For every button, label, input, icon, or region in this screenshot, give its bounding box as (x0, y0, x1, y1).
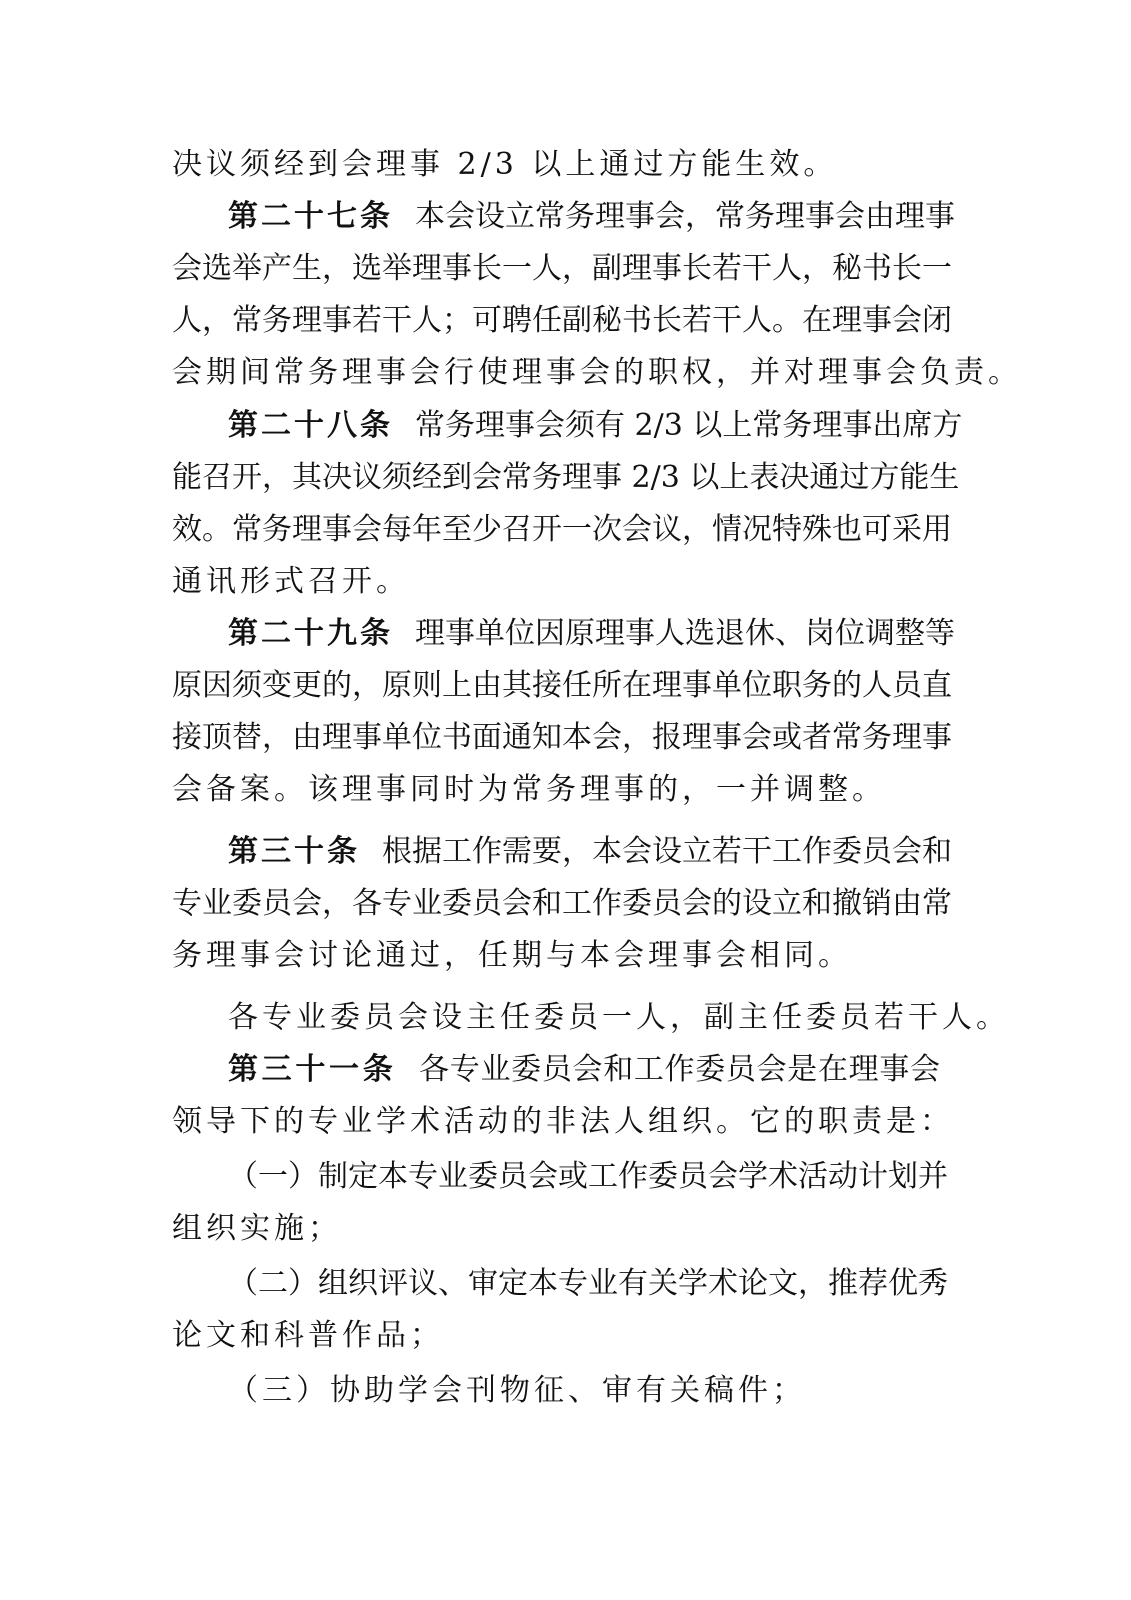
article-29-heading-line (228, 614, 955, 654)
list-item-1-text: 组织实施； (172, 1211, 342, 1246)
article-31-title: 第三十一条 (228, 1052, 397, 1087)
list-item-1-line (172, 1209, 342, 1249)
article-30-text: 根据工作需要，本会设立若干工作委员会和 (382, 834, 952, 869)
article-28-text: 通讯形式召开。 (172, 564, 410, 599)
article-31-heading-line (228, 1050, 940, 1090)
article-28-line (172, 458, 960, 498)
article-29-text: 理事单位因原理事人选退休、岗位调整等 (415, 616, 955, 651)
list-item-2-line (228, 1264, 948, 1304)
article-28-line (172, 562, 410, 602)
article-27-line (172, 301, 952, 341)
article-28-heading-line (228, 406, 963, 446)
paragraph-continuation (172, 145, 837, 185)
article-28-title: 第二十八条 (228, 408, 393, 443)
article-30-heading-line (228, 832, 952, 872)
article-27-heading-line (228, 197, 955, 237)
article-31-text: 领导下的专业学术活动的非法人组织。它的职责是： (172, 1104, 954, 1139)
article-30-text: 专业委员会，各专业委员会和工作委员会的设立和撤销由常 (172, 886, 952, 921)
article-29-text: 会备案。该理事同时为常务理事的，一并调整。 (172, 772, 886, 807)
list-item-3-text: （三）协助学会刊物征、审有关稿件； (228, 1373, 806, 1408)
article-31-text: 各专业委员会和工作委员会是在理事会 (418, 1052, 941, 1087)
article-30-line (172, 936, 852, 976)
article-29-text: 原因须变更的，原则上由其接任所在理事单位职务的人员直 (172, 668, 952, 703)
article-27-title: 第二十七条 (228, 199, 393, 234)
article-29-line (172, 718, 952, 758)
paragraph-text: 各专业委员会设主任委员一人，副主任委员若干人。 (228, 1000, 1010, 1035)
article-30-text: 务理事会讨论通过，任期与本会理事会相同。 (172, 938, 852, 973)
article-31-line (172, 1102, 954, 1142)
list-item-1-text: （一）制定本专业委员会或工作委员会学术活动计划并 (228, 1159, 948, 1194)
article-27-line (172, 249, 952, 289)
article-30-paragraph-2 (228, 998, 1010, 1038)
article-28-line (172, 510, 952, 550)
article-29-title: 第二十九条 (228, 616, 393, 651)
article-28-text: 效。常务理事会每年至少召开一次会议，情况特殊也可采用 (172, 512, 952, 547)
article-30-title: 第三十条 (228, 834, 360, 869)
article-27-text: 本会设立常务理事会，常务理事会由理事 (415, 199, 955, 234)
article-27-text: 会选举产生，选举理事长一人，副理事长若干人，秘书长一 (172, 251, 952, 286)
article-28-text: 能召开，其决议须经到会常务理事 2/3 以上表决通过方能生 (172, 460, 960, 495)
list-item-2-text: （二）组织评议、审定本专业有关学术论文，推荐优秀 (228, 1266, 948, 1301)
article-30-line (172, 884, 952, 924)
article-29-text: 接顶替，由理事单位书面通知本会，报理事会或者常务理事 (172, 720, 952, 755)
list-item-3-line (228, 1371, 806, 1411)
article-29-line (172, 666, 952, 706)
list-item-1-line (228, 1157, 948, 1197)
list-item-2-line (172, 1316, 444, 1356)
article-27-text: 会期间常务理事会行使理事会的职权，并对理事会负责。 (172, 355, 1022, 390)
article-29-line (172, 770, 886, 810)
article-27-text: 人，常务理事若干人；可聘任副秘书长若干人。在理事会闭 (172, 303, 952, 338)
paragraph-text: 决议须经到会理事 2/3 以上通过方能生效。 (172, 147, 838, 182)
list-item-2-text: 论文和科普作品； (172, 1318, 444, 1353)
article-28-text: 常务理事会须有 2/3 以上常务理事出席方 (415, 408, 963, 443)
article-27-line (172, 353, 1022, 393)
